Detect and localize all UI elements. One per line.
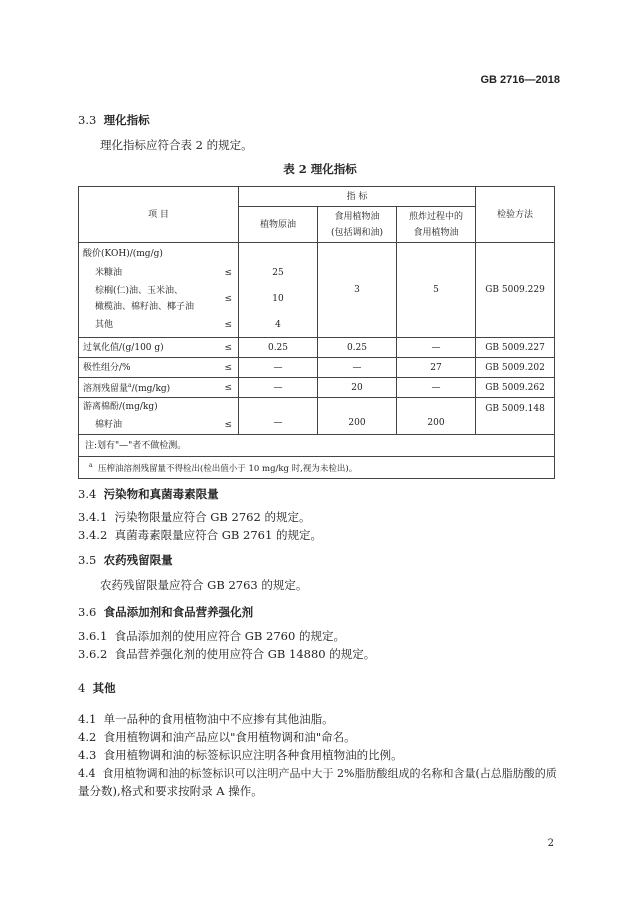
- le-symbol: ≤: [224, 362, 232, 373]
- section-number: 3.6: [78, 605, 97, 619]
- clause-number: 4.2: [78, 730, 97, 744]
- footnote-mark: a: [89, 462, 93, 470]
- solvent-label-text: 溶剂残留量: [83, 384, 129, 394]
- header-crude-oil: 植物原油: [239, 207, 318, 243]
- table-caption: 表 2 理化指标: [283, 162, 357, 176]
- section-4-2: [78, 729, 356, 745]
- section-3-5-text: 农药残留限量应符合 GB 2763 的规定。: [100, 578, 308, 592]
- section-title: 其他: [92, 681, 116, 695]
- clause-text: 食品营养强化剂的使用应符合 GB 14880 的规定。: [114, 647, 376, 661]
- peroxide-edible: 0.25: [318, 338, 397, 358]
- section-title: 污染物和真菌毒素限量: [103, 487, 219, 501]
- acid-value: 25: [272, 268, 284, 278]
- acid-value: 10: [272, 294, 284, 304]
- solvent-footnote-mark: a: [128, 382, 132, 389]
- clause-number: 3.4.2: [78, 528, 108, 542]
- le-symbol: ≤: [224, 342, 232, 353]
- section-number: 4: [78, 681, 86, 695]
- clause-text: 单一品种的食用植物油中不应掺有其他油脂。: [103, 712, 334, 726]
- clause-text: 食品添加剂的使用应符合 GB 2760 的规定。: [114, 629, 345, 643]
- physicochemical-table: [78, 186, 555, 479]
- header-method: 检验方法: [476, 187, 555, 243]
- acid-crude-values: [239, 243, 318, 338]
- acid-row-name: 其他: [95, 320, 114, 330]
- peroxide-frying: —: [397, 338, 476, 358]
- section-3-3-text: 理化指标应符合表 2 的规定。: [100, 138, 253, 152]
- polar-cell: [79, 358, 239, 378]
- section-4-3: [78, 747, 403, 763]
- gossypol-label: 游离棉酚/(mg/kg): [83, 402, 158, 412]
- polar-method: GB 5009.202: [476, 358, 555, 378]
- section-number: 3.5: [78, 553, 97, 567]
- solvent-edible: 20: [318, 378, 397, 398]
- acid-row-name-line1: 棕榈(仁)油、玉米油、: [95, 286, 184, 296]
- section-number: 3.3: [78, 113, 97, 127]
- le-symbol: ≤: [224, 382, 232, 393]
- solvent-crude: —: [239, 378, 318, 398]
- section-4-4-cont: 量分数),格式和要求按附录 A 操作。: [78, 784, 263, 798]
- acid-row-rice-bran: [83, 263, 238, 283]
- clause-number: 3.4.1: [78, 510, 108, 524]
- section-3-4-heading: [78, 486, 219, 502]
- acid-value-cell: [79, 243, 239, 338]
- acid-row-other: [83, 315, 238, 335]
- acid-row-name-line2: 橄榄油、棉籽油、椰子油: [95, 302, 195, 312]
- section-4-1: [78, 711, 334, 727]
- acid-value-label: 酸价(KOH)/(mg/g): [83, 249, 163, 259]
- clause-number: 3.6.2: [78, 647, 108, 661]
- footnote-text: 压榨油溶剂残留量不得检出(检出值小于 10 mg/kg 时,视为未检出)。: [97, 463, 358, 474]
- polar-crude: —: [239, 358, 318, 378]
- section-4-4: [78, 765, 557, 781]
- gossypol-cell: [79, 398, 239, 435]
- gossypol-method: GB 5009.148: [476, 398, 555, 435]
- polar-label: 极性组分/%: [83, 362, 131, 373]
- clause-text: 真菌毒素限量应符合 GB 2761 的规定。: [114, 528, 322, 542]
- le-symbol: ≤: [224, 268, 232, 278]
- section-3-6-heading: [78, 604, 253, 620]
- clause-number: 4.3: [78, 748, 97, 762]
- page-number: 2: [547, 838, 554, 849]
- solvent-cell: [79, 378, 239, 398]
- clause-text: 食用植物调和油的标签标识可以注明产品中大于 2%脂肪酸组成的名称和含量(占总脂肪酸的质: [102, 767, 557, 780]
- acid-row-name: [83, 283, 194, 315]
- section-3-6-2: [78, 646, 375, 662]
- peroxide-crude: 0.25: [239, 338, 318, 358]
- clause-text: 污染物限量应符合 GB 2762 的规定。: [114, 510, 311, 524]
- le-symbol: ≤: [224, 420, 232, 430]
- clause-number: 4.1: [78, 712, 97, 726]
- standard-number: GB 2716—2018: [480, 74, 560, 86]
- clause-number: 3.6.1: [78, 629, 108, 643]
- table-note: 注:划有"—"者不做检测。: [79, 435, 555, 457]
- gossypol-frying: 200: [397, 398, 476, 435]
- solvent-frying: —: [397, 378, 476, 398]
- section-3-4-2: [78, 527, 322, 543]
- solvent-label: [83, 378, 170, 397]
- header-frying-oil: [397, 207, 476, 243]
- acid-edible-value: 3: [318, 243, 397, 338]
- header-edible-oil: [318, 207, 397, 243]
- le-symbol: ≤: [224, 320, 232, 330]
- section-4-heading: [78, 680, 116, 696]
- clause-text: 食用植物调和油的标签标识应注明各种食用植物油的比例。: [103, 748, 403, 762]
- clause-number: 4.4: [78, 767, 96, 780]
- section-3-4-1: [78, 509, 310, 525]
- acid-value: 4: [275, 320, 281, 330]
- acid-row-name: 米糠油: [95, 268, 123, 278]
- section-title: 农药残留限量: [103, 553, 173, 567]
- acid-row-palm: [83, 283, 238, 315]
- section-3-5-heading: [78, 552, 173, 568]
- header-frying-oil-line1: 煎炸过程中的: [409, 211, 464, 222]
- section-3-6-1: [78, 628, 345, 644]
- acid-method: GB 5009.229: [476, 243, 555, 338]
- clause-text: 食用植物调和油产品应以"食用植物调和油"命名。: [103, 730, 356, 744]
- header-item: 项 目: [79, 187, 239, 243]
- header-edible-oil-line1: 食用植物油: [334, 211, 380, 222]
- gossypol-crude: —: [239, 398, 318, 435]
- header-frying-oil-line2: 食用植物油: [413, 227, 459, 238]
- acid-frying-value: 5: [397, 243, 476, 338]
- section-3-3-heading: [78, 112, 150, 128]
- polar-edible: —: [318, 358, 397, 378]
- section-title: 理化指标: [103, 113, 150, 127]
- section-number: 3.4: [78, 487, 97, 501]
- table-footnote: [79, 457, 555, 479]
- gossypol-edible: 200: [318, 398, 397, 435]
- peroxide-label: 过氧化值/(g/100 g): [83, 342, 164, 353]
- header-edible-oil-line2: (包括调和油): [330, 227, 384, 238]
- peroxide-cell: [79, 338, 239, 358]
- section-title: 食品添加剂和食品营养强化剂: [103, 605, 254, 619]
- peroxide-method: GB 5009.227: [476, 338, 555, 358]
- header-indicator: 指 标: [239, 187, 476, 207]
- solvent-unit: /(mg/kg): [131, 384, 171, 394]
- polar-frying: 27: [397, 358, 476, 378]
- solvent-method: GB 5009.262: [476, 378, 555, 398]
- le-symbol: ≤: [224, 294, 232, 304]
- gossypol-sub: 棉籽油: [95, 420, 123, 430]
